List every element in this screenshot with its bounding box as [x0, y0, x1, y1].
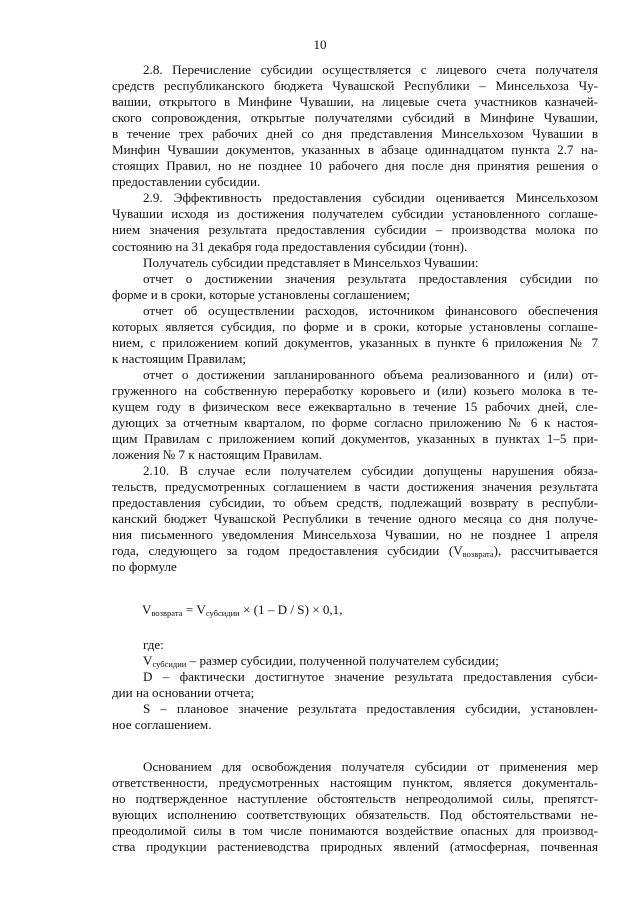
- paragraph-2-10-line-7: по формуле: [112, 559, 177, 575]
- text-line: груженного на собственную переработку коровьего и (или) козьего молока в те-: [112, 382, 598, 398]
- formula-v-return-subscript: возврата: [151, 607, 183, 618]
- final-paragraph: [112, 759, 598, 855]
- text-line: предоставления субсидии, то объем средств, подлежащий возврату в республи-: [112, 495, 598, 511]
- paragraph-p-report2: [112, 303, 598, 367]
- text-line: дующих за отчетным кварталом, по форме согласно приложению № 6 к настоя-: [112, 415, 598, 431]
- text-line: средств республиканского бюджета Чувашской Республики – Минсельхоза Чу-: [112, 78, 598, 94]
- text-line: преодолимой силы в том числе понимаются воздействие опасных для производ-: [112, 823, 598, 839]
- formula-v-return: V: [142, 601, 152, 617]
- v-letter: V: [143, 652, 153, 668]
- text-line: ложения № 7 к настоящим Правилам.: [112, 447, 323, 463]
- paragraph-p-report3: [112, 367, 598, 463]
- text-line: которых является субсидия, по форме и в сроки, которые установлены соглаше-: [112, 318, 598, 334]
- text-line: вующих исполнению соответствующих обязательств. Под обстоятельствами не-: [112, 806, 598, 822]
- text-line: Чувашии исходя из достижения получателем субсидии установленного соглаше-: [112, 206, 598, 222]
- text-line: отчет о достижении значения результата предоставления субсидии по: [143, 270, 598, 286]
- paragraph-2-10: [112, 463, 598, 575]
- paragraph-p-2-9: [112, 190, 598, 254]
- page-number: 10: [313, 37, 327, 52]
- text-line: отчет о достижении запланированного объема реализованного и (или) от-: [143, 366, 598, 382]
- text-line: Минфин Чувашии документов, указанных в абзаце одиннадцатом пункта 2.7 на-: [112, 142, 598, 158]
- v-definition-text: – размер субсидии, полученной получателем субсидии;: [186, 652, 499, 668]
- text-line: 2.9. Эффективность предоставления субсидии оценивается Минсельхозом: [143, 190, 598, 206]
- where-label: где:: [143, 636, 164, 652]
- text-line: отчет об осуществлении расходов, источником финансового обеспечения: [143, 302, 598, 318]
- formula-v-subsidy-subscript: субсидии: [205, 607, 240, 618]
- text-line: S – плановое значение результата предоставления субсидии, установлен-: [143, 700, 598, 716]
- text-line: но подтвержденное наступление обстоятельств непреодолимой силы, препятст-: [112, 790, 598, 806]
- paragraph-p-report1: [112, 271, 598, 303]
- text-line: Получатель субсидии представляет в Минсельхоз Чувашии:: [143, 254, 479, 270]
- text-line: форме и в сроки, которые установлены соглашением;: [112, 286, 410, 302]
- text-line: стоящих Правил, но не позднее 10 рабочего дня после дня принятия решения о: [112, 158, 598, 174]
- text-line: к настоящим Правилам;: [112, 350, 247, 366]
- paragraph-2-10-lines: [112, 463, 598, 543]
- text-line: канский бюджет Чувашской Республики в течение одного месяца со дня получе-: [112, 511, 598, 527]
- text-line: 2.8. Перечисление субсидии осуществляется с лицевого счета получателя: [143, 62, 598, 77]
- paragraph-group: [112, 62, 598, 463]
- text-line: ства продукции растениеводства природных явлений (атмосферная, почвенная: [112, 839, 598, 855]
- v-subsidy-subscript: субсидии: [152, 658, 187, 669]
- line-6-start: года, следующего за годом предоставления субсидии (V: [112, 543, 463, 559]
- text-line: ное соглашением.: [112, 716, 212, 732]
- where-s-definition: [112, 701, 598, 733]
- text-line: 2.10. В случае если получателем субсидии допущены нарушения обяза-: [143, 463, 598, 479]
- text-line: нием значения результата предоставления субсидии – производства молока по: [112, 222, 598, 238]
- text-line: тельств, предусмотренных соглашением в части достижения значения результата: [112, 479, 598, 495]
- paragraph-p-2-8: [112, 62, 598, 190]
- text-line: ского сопровождения, открытые получателями субсидий в Минфине Чувашии,: [112, 110, 598, 126]
- formula-remainder: × (1 – D / S) × 0,1,: [239, 601, 343, 617]
- text-line: предоставлении субсидии.: [112, 174, 261, 190]
- paragraph-2-10-line-6: [112, 543, 598, 559]
- text-line: состоянию на 31 декабря года предоставления субсидии (тонн).: [112, 238, 468, 254]
- text-line: Основанием для освобождения получателя субсидии от применения мер: [143, 758, 598, 774]
- text-line: ния письменного уведомления Минсельхоза Чувашии, но не позднее 1 апреля: [112, 527, 598, 543]
- text-line: кущем году в физическом весе ежеквартально в течение 15 рабочих дней, сле-: [112, 398, 598, 414]
- document-body: [112, 62, 598, 855]
- where-d-definition: [112, 669, 598, 701]
- text-line: дии на основании отчета;: [112, 684, 255, 700]
- text-line: вашии, открытого в Минфине Чувашии, на лицевые счета участников казначей-: [112, 94, 598, 110]
- text-line: нием, с приложением копий документов, указанных в пункте 6 приложения № 7: [112, 334, 598, 350]
- formula-equals-v: = V: [182, 601, 206, 617]
- v-return-subscript: возврата: [462, 549, 494, 560]
- text-line: в течение трех рабочих дней со дня представления Минсельхозом Чувашии в: [112, 126, 598, 142]
- text-line: D – фактически достигнутое значение результата предоставления субси-: [143, 668, 598, 684]
- line-6-end: ), рассчитывается: [493, 543, 599, 559]
- paragraph-p-recipient: [112, 255, 598, 271]
- text-line: ответственности, предусмотренных настоящим пунктом, является документаль-: [112, 774, 598, 790]
- text-line: щим Правилам с приложением копий документов, указанных в пунктах 1–5 при-: [112, 431, 598, 447]
- refund-formula: [142, 602, 598, 618]
- where-v-definition: [112, 653, 598, 669]
